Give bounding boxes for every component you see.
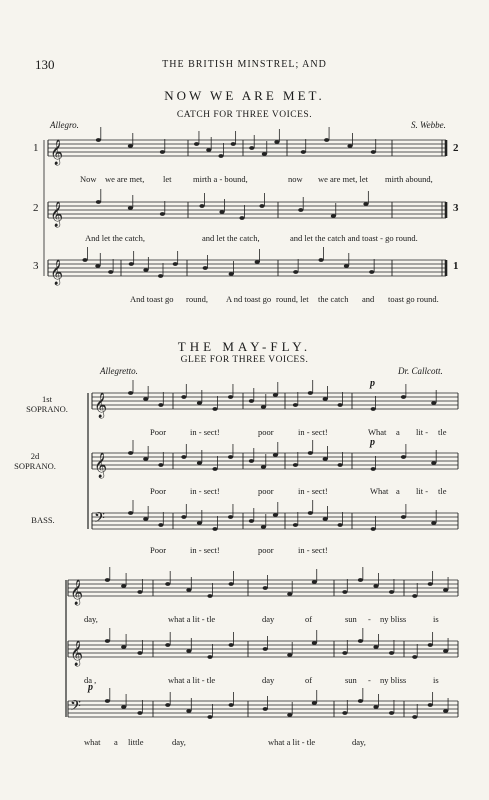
page-number: 130 (35, 57, 55, 72)
note-head (165, 582, 170, 586)
note-head (301, 150, 306, 154)
note-head (431, 401, 436, 405)
note-head (373, 645, 378, 649)
note-head (371, 467, 376, 471)
note-head (308, 511, 313, 515)
voice-label-bottom: BASS. (31, 515, 55, 525)
note-head (263, 647, 268, 651)
piece2-tempo: Allegretto. (100, 366, 138, 376)
dynamic-mark: p (370, 378, 375, 389)
lyric: in - sect! (298, 427, 328, 437)
note-head (287, 653, 292, 657)
note-head (207, 594, 212, 598)
note-head (212, 527, 217, 531)
note-head (308, 451, 313, 455)
note-head (249, 146, 254, 150)
note-head (218, 154, 223, 158)
note-head (143, 457, 148, 461)
note-head (160, 212, 165, 216)
lyric: we are met, let (318, 174, 369, 184)
lyric: day (262, 614, 275, 624)
note-head (431, 521, 436, 525)
lyric: lit - (416, 427, 429, 437)
note-head (143, 397, 148, 401)
lyric: day, (172, 737, 186, 747)
note-head (105, 699, 110, 703)
note-head (207, 655, 212, 659)
note-head (212, 467, 217, 471)
note-head (158, 463, 163, 467)
note-head (259, 204, 264, 208)
lyric: is (433, 614, 439, 624)
lyric: What (368, 427, 387, 437)
note-head (342, 651, 347, 655)
note-head (199, 204, 204, 208)
stave3-end-number: 1 (453, 260, 459, 272)
lyric: is (433, 675, 439, 685)
note-head (428, 703, 433, 707)
lyric: in - sect! (190, 545, 220, 555)
stave2-end-number: 3 (453, 202, 459, 214)
piece2-title: THE MAY-FLY. (177, 339, 312, 354)
note-head (181, 515, 186, 519)
note-head (160, 150, 165, 154)
lyric: toast go round. (388, 294, 439, 304)
note-head (371, 527, 376, 531)
lyric: sun (345, 675, 357, 685)
lyric: mirth a - bound, (193, 174, 248, 184)
note-head (344, 264, 349, 268)
lyric: What (370, 486, 389, 496)
note-head (129, 262, 134, 266)
note-head (231, 142, 236, 146)
note-head (331, 214, 336, 218)
note-head (212, 407, 217, 411)
note-head (443, 709, 448, 713)
note-head (239, 216, 244, 220)
note-head (373, 584, 378, 588)
lyric: a (114, 737, 118, 747)
lyric: round, (186, 294, 208, 304)
note-head (293, 463, 298, 467)
note-head (358, 639, 363, 643)
treble-clef-icon: 𝄞 (50, 140, 64, 165)
note-head (128, 206, 133, 210)
note-head (197, 401, 202, 405)
note-head (342, 711, 347, 715)
lyric: mirth abound, (385, 174, 433, 184)
note-head (229, 272, 234, 276)
lyric: in - sect! (190, 486, 220, 496)
lyric: and let the catch and toast - go round. (290, 233, 418, 243)
note-head (249, 399, 254, 403)
note-head (207, 715, 212, 719)
note-head (323, 517, 328, 521)
lyric: round, let (276, 294, 309, 304)
treble-clef-icon: 𝄞 (94, 393, 108, 418)
voice-label-top: 1st (42, 394, 52, 404)
dynamic-mark: p (370, 437, 375, 448)
note-head (158, 403, 163, 407)
piece1-subtitle: CATCH FOR THREE VOICES. (176, 110, 313, 120)
note-head (347, 144, 352, 148)
note-head (428, 582, 433, 586)
lyric: the catch (318, 294, 349, 304)
note-head (158, 523, 163, 527)
note-head (181, 455, 186, 459)
note-head (273, 513, 278, 517)
note-head (293, 403, 298, 407)
note-head (324, 138, 329, 142)
note-head (219, 210, 224, 214)
note-head (95, 264, 100, 268)
note-head (137, 651, 142, 655)
voice-label-1st-soprano (12, 394, 82, 414)
stave3-start-number: 3 (33, 260, 39, 272)
note-head (137, 711, 142, 715)
note-head (261, 525, 266, 529)
note-head (263, 707, 268, 711)
note-head (371, 150, 376, 154)
lyric: - (368, 675, 371, 685)
lyric: we are met, (105, 174, 145, 184)
note-head (412, 594, 417, 598)
note-head (261, 405, 266, 409)
note-head (262, 152, 267, 156)
note-head (293, 270, 298, 274)
note-head (96, 138, 101, 142)
lyric: of (305, 614, 313, 624)
bass-clef-icon: 𝄢 (94, 510, 105, 530)
note-head (194, 142, 199, 146)
stave1-end-number: 2 (453, 142, 459, 154)
treble-clef-icon: 𝄞 (50, 202, 64, 227)
note-head (105, 578, 110, 582)
lyric: in - sect! (298, 545, 328, 555)
note-head (229, 703, 234, 707)
note-head (181, 395, 186, 399)
note-head (323, 457, 328, 461)
note-head (308, 391, 313, 395)
note-head (128, 391, 133, 395)
note-head (431, 461, 436, 465)
note-head (255, 260, 260, 264)
note-head (312, 641, 317, 645)
note-head (261, 465, 266, 469)
note-head (371, 407, 376, 411)
lyric: lit - (416, 486, 429, 496)
running-head: THE BRITISH MINSTREL; AND (162, 59, 327, 70)
note-head (287, 713, 292, 717)
note-head (389, 651, 394, 655)
treble-clef-icon: 𝄞 (70, 580, 84, 605)
note-head (158, 274, 163, 278)
lyric: a (396, 486, 400, 496)
note-head (249, 519, 254, 523)
note-head (143, 517, 148, 521)
note-head (121, 584, 126, 588)
lyric: Poor (150, 486, 167, 496)
note-head (287, 592, 292, 596)
note-head (165, 703, 170, 707)
voice-label-2d-soprano (0, 451, 70, 471)
note-head (273, 453, 278, 457)
bass-clef-icon: 𝄢 (70, 698, 81, 718)
note-head (128, 511, 133, 515)
note-head (363, 202, 368, 206)
lyric: A nd toast go (226, 294, 272, 304)
lyric: ny bliss (380, 675, 407, 685)
voice-label-bottom: SOPRANO. (14, 461, 56, 471)
note-head (412, 715, 417, 719)
lyric: of (305, 675, 313, 685)
note-head (293, 523, 298, 527)
lyric: poor (258, 545, 274, 555)
note-head (108, 270, 113, 274)
note-head (274, 140, 279, 144)
note-head (137, 590, 142, 594)
piece2-composer: Dr. Callcott. (398, 366, 443, 376)
note-head (373, 705, 378, 709)
note-head (165, 643, 170, 647)
note-head (128, 451, 133, 455)
note-head (186, 588, 191, 592)
note-head (369, 270, 374, 274)
note-head (342, 590, 347, 594)
treble-clef-icon: 𝄞 (70, 641, 84, 666)
note-head (82, 258, 87, 262)
lyric: what a lit - tle (168, 614, 216, 624)
note-head (128, 144, 133, 148)
lyric: in - sect! (190, 427, 220, 437)
lyric: Poor (150, 427, 167, 437)
note-head (228, 395, 233, 399)
note-head (323, 397, 328, 401)
note-head (358, 699, 363, 703)
piece1-composer: S. Webbe. (411, 120, 446, 130)
note-head (273, 393, 278, 397)
lyric: Now (80, 174, 97, 184)
voice-label-bass (8, 515, 78, 525)
lyric: day (262, 675, 275, 685)
note-head (197, 521, 202, 525)
note-head (389, 711, 394, 715)
lyric: little (128, 737, 144, 747)
treble-clef-icon: 𝄞 (50, 260, 64, 285)
lyric: And toast go (130, 294, 174, 304)
note-head (358, 578, 363, 582)
lyric: ny bliss (380, 614, 407, 624)
note-head (428, 643, 433, 647)
note-head (263, 586, 268, 590)
lyric: tle (438, 486, 447, 496)
note-head (401, 395, 406, 399)
note-head (203, 266, 208, 270)
lyric: poor (258, 486, 274, 496)
note-head (337, 463, 342, 467)
lyric: a (396, 427, 400, 437)
lyric: sun (345, 614, 357, 624)
stave1-start-number: 1 (33, 142, 39, 154)
note-head (186, 649, 191, 653)
lyric: and (362, 294, 375, 304)
lyric: let (163, 174, 172, 184)
lyric: what a lit - tle (168, 675, 216, 685)
note-head (121, 705, 126, 709)
dynamic-mark: p (88, 682, 93, 693)
note-head (401, 455, 406, 459)
lyric: poor (258, 427, 274, 437)
note-head (173, 262, 178, 266)
piece1-title: NOW WE ARE MET. (164, 88, 325, 103)
note-head (186, 709, 191, 713)
note-head (443, 649, 448, 653)
note-head (318, 258, 323, 262)
lyric: And let the catch, (85, 233, 145, 243)
lyric: now (288, 174, 303, 184)
note-head (337, 523, 342, 527)
note-head (229, 582, 234, 586)
lyric: what (84, 737, 101, 747)
voice-label-bottom: SOPRANO. (26, 404, 68, 414)
note-head (249, 459, 254, 463)
lyric: tle (438, 427, 447, 437)
note-head (121, 645, 126, 649)
lyric: and let the catch, (202, 233, 260, 243)
note-head (389, 590, 394, 594)
lyric: Poor (150, 545, 167, 555)
note-head (105, 639, 110, 643)
note-head (312, 701, 317, 705)
note-head (412, 655, 417, 659)
piece2-subtitle: GLEE FOR THREE VOICES. (180, 355, 309, 365)
lyric: - (368, 614, 371, 624)
lyric: day, (84, 614, 98, 624)
lyric: what a lit - tle (268, 737, 316, 747)
stave2-start-number: 2 (33, 202, 39, 214)
note-head (96, 200, 101, 204)
voice-label-top: 2d (30, 451, 40, 461)
note-head (228, 515, 233, 519)
note-head (206, 148, 211, 152)
piece1-tempo: Allegro. (50, 120, 79, 130)
lyric: da , (84, 675, 97, 685)
note-head (443, 588, 448, 592)
note-head (298, 208, 303, 212)
lyric: in - sect! (298, 486, 328, 496)
note-head (228, 455, 233, 459)
note-head (229, 643, 234, 647)
lyric: day, (352, 737, 366, 747)
note-head (312, 580, 317, 584)
note-head (337, 403, 342, 407)
note-head (401, 515, 406, 519)
note-head (197, 461, 202, 465)
note-head (143, 268, 148, 272)
treble-clef-icon: 𝄞 (94, 453, 108, 478)
